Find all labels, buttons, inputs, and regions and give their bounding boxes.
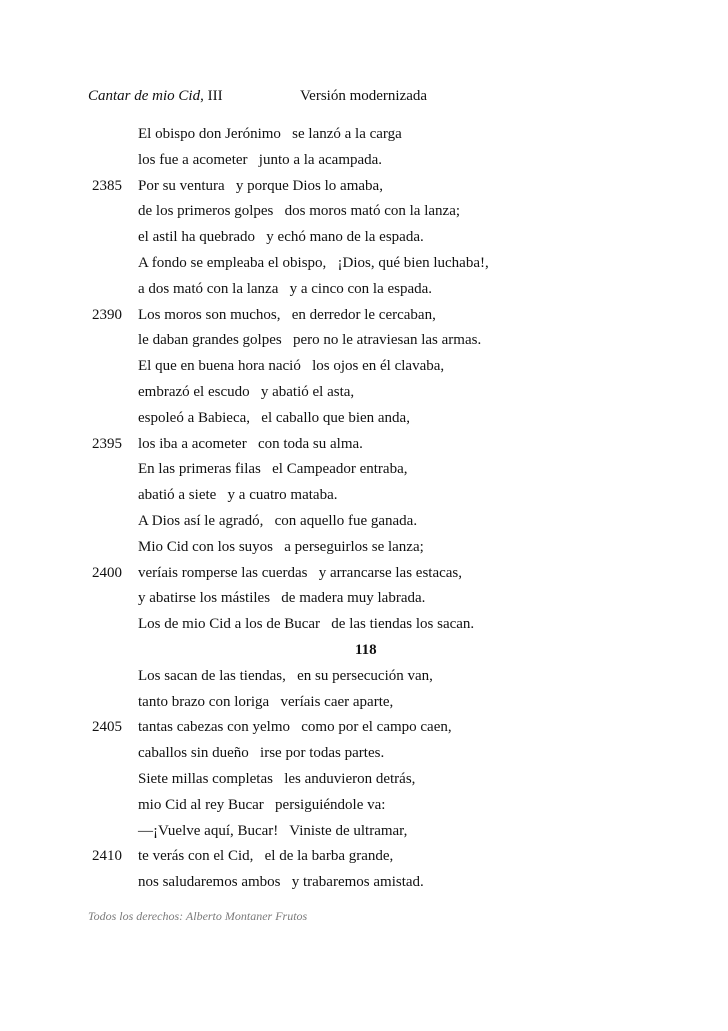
verse-line bbox=[88, 535, 648, 561]
line-number: 2395 bbox=[92, 435, 122, 452]
verse-text: y abatirse los mástiles de madera muy labrada. bbox=[138, 590, 426, 607]
verse-text: abatió a siete y a cuatro mataba. bbox=[138, 487, 338, 504]
page-header bbox=[88, 88, 648, 112]
verse-line bbox=[88, 509, 648, 535]
verse-text: mio Cid al rey Bucar persiguiéndole va: bbox=[138, 796, 386, 813]
line-number: 2405 bbox=[92, 719, 122, 736]
verse-text: A fondo se empleaba el obispo, ¡Dios, qué bien luchaba!, bbox=[138, 254, 489, 271]
verse-text: te verás con el Cid, el de la barba grande, bbox=[138, 848, 394, 865]
verse-text: nos saludaremos ambos y trabaremos amistad. bbox=[138, 874, 424, 891]
verse-line bbox=[88, 793, 648, 819]
verse-line bbox=[88, 612, 648, 638]
verse-text: el astil ha quebrado y echó mano de la espada. bbox=[138, 229, 424, 246]
version-label: Versión modernizada bbox=[300, 88, 428, 104]
verse-text: Los moros son muchos, en derredor le cercaban, bbox=[138, 306, 436, 323]
section-number bbox=[88, 638, 648, 664]
verse-text: caballos sin dueño irse por todas partes. bbox=[138, 745, 385, 762]
verse-line bbox=[88, 483, 648, 509]
verse-text: los iba a acometer con toda su alma. bbox=[138, 435, 363, 452]
line-number: 2385 bbox=[92, 177, 122, 194]
section-number-text: 118 bbox=[355, 641, 377, 658]
verse-line bbox=[88, 561, 648, 587]
verse-line bbox=[88, 406, 648, 432]
verse-text: Siete millas completas les anduvieron detrás, bbox=[138, 770, 416, 787]
verse-text: Los sacan de las tiendas, en su persecución van, bbox=[138, 667, 433, 684]
verse-line bbox=[88, 148, 648, 174]
verse-line bbox=[88, 767, 648, 793]
part-label: , III bbox=[200, 88, 223, 104]
verse-line bbox=[88, 303, 648, 329]
running-title bbox=[88, 88, 223, 105]
verse-line bbox=[88, 174, 648, 200]
verse-text: En las primeras filas el Campeador entraba, bbox=[138, 461, 408, 478]
verse-text: embrazó el escudo y abatió el asta, bbox=[138, 383, 355, 400]
verse-line bbox=[88, 586, 648, 612]
verse-block bbox=[88, 122, 648, 896]
verse-text: le daban grandes golpes pero no le atraviesan las armas. bbox=[138, 332, 482, 349]
verse-text: Por su ventura y porque Dios lo amaba, bbox=[138, 177, 383, 194]
work-title: Cantar de mio Cid bbox=[88, 88, 201, 104]
verse-line bbox=[88, 690, 648, 716]
verse-text: Los de mio Cid a los de Bucar de las tiendas los sacan. bbox=[138, 616, 475, 633]
verse-line bbox=[88, 122, 648, 148]
verse-line bbox=[88, 844, 648, 870]
verse-line bbox=[88, 870, 648, 896]
verse-line bbox=[88, 328, 648, 354]
verse-text: de los primeros golpes dos moros mató con la lanza; bbox=[138, 203, 461, 220]
verse-text: El obispo don Jerónimo se lanzó a la carga bbox=[138, 126, 402, 142]
line-number: 2390 bbox=[92, 306, 122, 323]
verse-line bbox=[88, 819, 648, 845]
copyright-footer: Todos los derechos: Alberto Montaner Frutos bbox=[88, 909, 308, 923]
verse-text: Mio Cid con los suyos a perseguirlos se lanza; bbox=[138, 538, 424, 555]
verse-line bbox=[88, 251, 648, 277]
verse-text: a dos mató con la lanza y a cinco con la espada. bbox=[138, 280, 433, 297]
verse-text: El que en buena hora nació los ojos en él clavaba, bbox=[138, 358, 445, 375]
verse-text: tantas cabezas con yelmo como por el campo caen, bbox=[138, 719, 452, 736]
verse-text: —¡Vuelve aquí, Bucar! Viniste de ultramar, bbox=[138, 822, 408, 839]
verse-line bbox=[88, 354, 648, 380]
verse-text: veríais romperse las cuerdas y arrancarse las estacas, bbox=[138, 564, 463, 581]
line-number: 2400 bbox=[92, 564, 122, 581]
verse-line bbox=[88, 199, 648, 225]
verse-line bbox=[88, 277, 648, 303]
verse-text: A Dios así le agradó, con aquello fue ganada. bbox=[138, 512, 418, 529]
verse-line bbox=[88, 432, 648, 458]
verse-text: espoleó a Babieca, el caballo que bien anda, bbox=[138, 409, 410, 426]
line-number: 2410 bbox=[92, 848, 122, 865]
verse-text: los fue a acometer junto a la acampada. bbox=[138, 151, 383, 168]
verse-line bbox=[88, 664, 648, 690]
verse-line bbox=[88, 380, 648, 406]
verse-line bbox=[88, 225, 648, 251]
verse-text: tanto brazo con loriga veríais caer aparte, bbox=[138, 693, 394, 710]
verse-line bbox=[88, 457, 648, 483]
verse-line bbox=[88, 715, 648, 741]
verse-line bbox=[88, 741, 648, 767]
